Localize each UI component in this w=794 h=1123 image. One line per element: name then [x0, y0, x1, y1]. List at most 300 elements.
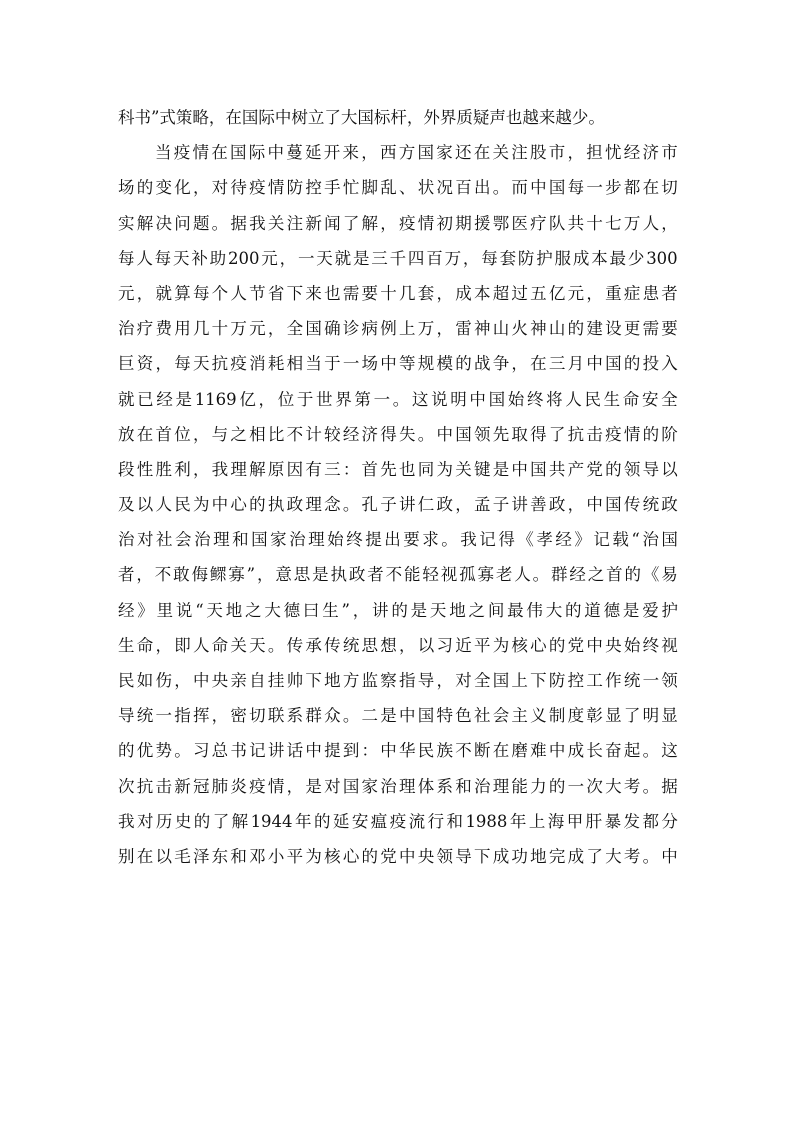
- text-line: [118, 663, 678, 698]
- text-line: [118, 100, 678, 135]
- glyph: 安: [351, 811, 369, 831]
- glyph: 是: [312, 565, 329, 585]
- glyph: 每: [481, 248, 498, 268]
- glyph: 党: [567, 635, 585, 655]
- text-line-content: [118, 557, 678, 592]
- glyph: 国: [605, 495, 622, 515]
- glyph: 孤: [459, 565, 476, 585]
- glyph: 一: [155, 706, 172, 726]
- glyph: 的: [118, 741, 135, 761]
- glyph: 治: [118, 530, 135, 550]
- glyph: 脚: [361, 178, 379, 198]
- glyph: 海: [547, 811, 565, 831]
- glyph: 键: [473, 459, 491, 479]
- glyph: 了: [212, 811, 230, 831]
- glyph: 市: [661, 143, 678, 163]
- glyph: 理: [492, 776, 510, 796]
- glyph: 地: [449, 600, 466, 620]
- glyph: 据: [661, 776, 678, 796]
- glyph: 手: [324, 178, 341, 198]
- glyph: 寡: [477, 565, 494, 585]
- glyph: 中: [192, 671, 210, 690]
- glyph: ，: [192, 178, 210, 198]
- glyph: 大: [605, 776, 622, 796]
- glyph: 者: [661, 283, 678, 303]
- glyph: 讲: [511, 495, 528, 515]
- text-line-content: [118, 382, 678, 417]
- glyph: 中: [211, 495, 229, 515]
- glyph: 的: [193, 811, 211, 831]
- glyph: 、: [399, 178, 416, 198]
- glyph: 控: [305, 178, 322, 198]
- glyph: 家: [436, 143, 453, 163]
- glyph: 经: [555, 530, 572, 550]
- glyph: 抗: [136, 776, 154, 796]
- glyph: 天: [249, 635, 266, 655]
- text-line-content: 科书”式策略，在国际中树立了大国标杆，外界质疑声也越来越少。: [118, 108, 605, 127]
- glyph: 成: [572, 248, 590, 268]
- glyph: 会: [492, 706, 510, 726]
- glyph: 相: [286, 354, 304, 374]
- glyph: 为: [192, 495, 210, 515]
- glyph: 亿: [548, 283, 566, 303]
- glyph: 对: [137, 530, 154, 550]
- glyph: 首: [155, 424, 172, 444]
- glyph: 和: [455, 776, 472, 796]
- glyph: 小: [267, 846, 285, 866]
- glyph: 入: [661, 354, 678, 374]
- glyph: 方: [398, 143, 416, 163]
- glyph: 1988: [465, 811, 508, 831]
- glyph: 队: [548, 213, 566, 233]
- glyph: 关: [267, 213, 285, 233]
- text-line-content: [118, 206, 678, 241]
- glyph: 。: [211, 213, 229, 233]
- glyph: 别: [118, 846, 135, 866]
- glyph: 彰: [586, 706, 603, 726]
- glyph: 实: [118, 213, 135, 233]
- glyph: 治: [289, 530, 306, 550]
- glyph: 化: [174, 178, 191, 198]
- glyph: 考: [623, 776, 641, 796]
- glyph: 度: [567, 706, 585, 726]
- glyph: 经: [118, 600, 135, 620]
- glyph: 心: [342, 846, 360, 866]
- glyph: 股: [530, 143, 547, 163]
- glyph: 开: [323, 143, 341, 163]
- glyph: 年: [295, 811, 312, 831]
- glyph: 的: [565, 600, 582, 620]
- text-line: [118, 804, 678, 839]
- glyph: 需: [342, 283, 360, 303]
- glyph: 新: [305, 213, 322, 233]
- glyph: 经: [156, 389, 173, 409]
- glyph: 也: [399, 459, 416, 479]
- glyph: 放: [118, 424, 135, 444]
- glyph: 领: [661, 671, 678, 690]
- glyph: 磨: [511, 741, 528, 761]
- glyph: 。: [532, 565, 550, 585]
- glyph: 于: [324, 354, 341, 374]
- glyph: 领: [473, 424, 491, 444]
- glyph: 得: [530, 424, 547, 444]
- glyph: 地: [225, 600, 243, 620]
- glyph: 七: [605, 213, 622, 233]
- glyph: 医: [511, 213, 528, 233]
- glyph: 是: [380, 706, 397, 726]
- glyph: 情: [192, 143, 209, 163]
- glyph: 护: [661, 600, 678, 620]
- glyph: 服: [554, 248, 572, 268]
- glyph: 每: [567, 178, 585, 198]
- glyph: 指: [399, 671, 416, 690]
- glyph: 下: [286, 283, 304, 303]
- glyph: 的: [136, 178, 154, 198]
- glyph: 况: [436, 178, 453, 198]
- glyph: ，: [155, 635, 172, 655]
- glyph: 说: [431, 389, 448, 409]
- text-line: [118, 417, 678, 452]
- glyph: 华: [399, 741, 416, 761]
- glyph: 新: [174, 776, 191, 796]
- glyph: 本: [473, 283, 491, 303]
- glyph: 先: [492, 424, 510, 444]
- glyph: 失: [399, 424, 416, 444]
- glyph: 色: [455, 706, 472, 726]
- glyph: 理: [308, 530, 325, 550]
- glyph: 行: [427, 811, 445, 831]
- glyph: 孔: [361, 495, 379, 515]
- glyph: 建: [586, 319, 603, 339]
- glyph: 社: [156, 530, 173, 550]
- glyph: 超: [492, 283, 510, 303]
- glyph: 疗: [136, 319, 154, 339]
- glyph: 一: [567, 776, 585, 796]
- glyph: 下: [473, 846, 491, 866]
- glyph: 资: [136, 354, 154, 374]
- glyph: ：: [342, 459, 360, 479]
- glyph: 算: [174, 283, 191, 303]
- glyph: 长: [586, 741, 603, 761]
- text-line: [118, 557, 678, 592]
- glyph: 来: [342, 143, 359, 163]
- glyph: 情: [267, 178, 285, 198]
- glyph: 情: [623, 424, 641, 444]
- glyph: 记: [249, 741, 266, 761]
- glyph: 工: [586, 671, 603, 690]
- glyph: 山: [548, 319, 566, 339]
- glyph: 导: [118, 706, 135, 726]
- glyph: 及: [118, 495, 135, 515]
- glyph: 战: [473, 354, 491, 374]
- glyph: 消: [249, 354, 266, 374]
- glyph: 需: [642, 319, 660, 339]
- glyph: 心: [530, 635, 547, 655]
- glyph: 天: [206, 600, 223, 620]
- text-line: [118, 487, 678, 522]
- text-line-content: [118, 276, 678, 311]
- glyph: 民: [118, 671, 135, 690]
- glyph: 共: [548, 459, 566, 479]
- glyph: 众: [324, 706, 341, 726]
- glyph: 得: [498, 530, 515, 550]
- glyph: 段: [118, 459, 135, 479]
- glyph: 月: [567, 354, 585, 374]
- glyph: 百: [455, 178, 472, 198]
- glyph: 最: [609, 248, 627, 268]
- glyph: 甲: [566, 811, 584, 831]
- glyph: 不: [385, 565, 403, 585]
- glyph: 泽: [192, 846, 210, 866]
- glyph: 人: [155, 495, 172, 515]
- glyph: 元: [249, 319, 266, 339]
- glyph: 提: [324, 741, 341, 761]
- glyph: 比: [267, 424, 285, 444]
- glyph: 对: [211, 178, 229, 198]
- glyph: 模: [436, 354, 453, 374]
- glyph: ”: [341, 600, 350, 620]
- text-line-content: [118, 663, 678, 698]
- glyph: 导: [642, 459, 660, 479]
- glyph: 就: [118, 389, 135, 409]
- glyph: 来: [305, 283, 322, 303]
- glyph: 要: [403, 530, 420, 550]
- text-line-content: [118, 769, 678, 804]
- text-line: [118, 593, 678, 628]
- glyph: 导: [417, 671, 435, 690]
- glyph: 政: [548, 495, 566, 515]
- glyph: 不: [154, 565, 172, 585]
- glyph: 念: [324, 495, 341, 515]
- glyph: 延: [305, 143, 322, 163]
- glyph: 疫: [605, 424, 622, 444]
- glyph: 本: [591, 248, 608, 268]
- glyph: ：: [361, 741, 379, 761]
- glyph: 解: [249, 459, 266, 479]
- glyph: 国: [548, 178, 566, 198]
- text-line-content: [118, 452, 678, 487]
- glyph: 共: [567, 213, 585, 233]
- glyph: 已: [137, 389, 154, 409]
- glyph: 群: [550, 565, 568, 585]
- glyph: 之: [245, 600, 262, 620]
- glyph: 注: [511, 143, 528, 163]
- glyph: 防: [286, 178, 304, 198]
- glyph: 党: [380, 846, 397, 866]
- glyph: 发: [623, 811, 640, 831]
- glyph: 抗: [567, 424, 585, 444]
- glyph: 出: [384, 530, 401, 550]
- glyph: 几: [192, 319, 210, 339]
- glyph: 在: [473, 143, 491, 163]
- glyph: 理: [230, 459, 247, 479]
- glyph: 子: [380, 495, 397, 515]
- glyph: 疫: [249, 178, 266, 198]
- glyph: 援: [473, 213, 491, 233]
- glyph: 讲: [372, 600, 389, 620]
- glyph: 提: [365, 530, 382, 550]
- glyph: 我: [211, 459, 229, 479]
- glyph: 我: [249, 213, 266, 233]
- glyph: ，: [279, 248, 297, 268]
- text-line: [118, 769, 678, 804]
- text-line: [118, 170, 678, 205]
- glyph: 大: [264, 600, 281, 620]
- glyph: 导: [455, 846, 472, 866]
- glyph: 西: [380, 143, 397, 163]
- glyph: 主: [511, 706, 528, 726]
- glyph: 显: [661, 706, 678, 726]
- glyph: 经: [623, 143, 641, 163]
- glyph: 中: [586, 495, 603, 515]
- glyph: 《: [517, 530, 534, 550]
- glyph: 显: [605, 706, 622, 726]
- glyph: 上: [511, 671, 528, 690]
- glyph: 总: [211, 741, 229, 761]
- glyph: 明: [642, 706, 660, 726]
- glyph: 孟: [473, 495, 491, 515]
- glyph: 期: [455, 213, 472, 233]
- glyph: 侮: [191, 565, 208, 585]
- glyph: 中: [267, 143, 284, 163]
- glyph: ，: [155, 354, 172, 374]
- glyph: 雷: [455, 319, 472, 339]
- glyph: 习: [436, 635, 453, 655]
- glyph: 一: [342, 354, 360, 374]
- text-line: [118, 382, 678, 417]
- glyph: 相: [249, 424, 266, 444]
- glyph: 要: [361, 283, 379, 303]
- glyph: 家: [361, 776, 379, 796]
- glyph: 不: [286, 424, 304, 444]
- glyph: 。: [392, 389, 410, 409]
- glyph: 上: [399, 319, 416, 339]
- glyph: 就: [155, 283, 172, 303]
- glyph: 闻: [324, 213, 341, 233]
- glyph: 大: [545, 600, 563, 620]
- glyph: 耗: [267, 354, 285, 374]
- glyph: 位: [174, 424, 191, 444]
- glyph: 个: [211, 283, 229, 303]
- glyph: 经: [569, 565, 586, 585]
- glyph: 中: [436, 424, 453, 444]
- glyph: 伤: [155, 671, 172, 690]
- glyph: 易: [661, 565, 678, 585]
- glyph: 肺: [211, 776, 229, 796]
- glyph: 始: [507, 389, 525, 409]
- glyph: 首: [361, 459, 379, 479]
- glyph: 套: [499, 248, 517, 268]
- glyph: 病: [361, 319, 379, 339]
- text-line-content: [118, 487, 678, 522]
- glyph: 挂: [267, 671, 285, 690]
- glyph: 德: [283, 600, 301, 620]
- glyph: 功: [511, 846, 528, 866]
- glyph: 是: [352, 248, 370, 268]
- glyph: 问: [174, 213, 191, 233]
- glyph: 状: [417, 178, 435, 198]
- glyph: 子: [492, 495, 510, 515]
- text-line-content: [118, 417, 678, 452]
- glyph: 生: [118, 635, 135, 655]
- glyph: 统: [136, 706, 154, 726]
- glyph: 国: [342, 776, 360, 796]
- glyph: 了: [548, 424, 566, 444]
- glyph: 万: [417, 319, 435, 339]
- glyph: ，: [462, 248, 480, 268]
- glyph: 能: [403, 565, 421, 585]
- glyph: 势: [155, 741, 172, 761]
- glyph: 元: [118, 283, 135, 303]
- glyph: ，: [192, 424, 210, 444]
- glyph: 讲: [267, 741, 285, 761]
- glyph: 首: [606, 565, 623, 585]
- glyph: 之: [230, 424, 247, 444]
- glyph: 这: [411, 389, 429, 409]
- glyph: 阶: [661, 424, 678, 444]
- glyph: 联: [267, 706, 285, 726]
- glyph: ，: [361, 143, 378, 163]
- glyph: 。: [342, 706, 360, 726]
- glyph: ”: [246, 565, 256, 585]
- glyph: 全: [473, 671, 491, 690]
- glyph: 政: [661, 495, 678, 515]
- glyph: 年: [509, 811, 527, 831]
- glyph: ，: [455, 495, 472, 515]
- glyph: ，: [352, 600, 370, 620]
- glyph: 胜: [155, 459, 172, 479]
- glyph: 人: [230, 283, 247, 303]
- glyph: 国: [492, 671, 510, 690]
- glyph: 人: [565, 389, 582, 409]
- glyph: 的: [548, 635, 566, 655]
- glyph: 成: [567, 741, 585, 761]
- glyph: 记: [593, 530, 610, 550]
- glyph: ，: [286, 776, 304, 796]
- glyph: ，: [567, 495, 585, 515]
- glyph: 天: [429, 600, 447, 620]
- glyph: 终: [642, 635, 660, 655]
- glyph: 为: [305, 846, 322, 866]
- glyph: 济: [642, 143, 659, 163]
- glyph: 天: [192, 354, 210, 374]
- glyph: ，: [174, 671, 191, 690]
- glyph: 将: [546, 389, 563, 409]
- glyph: 巨: [118, 354, 135, 374]
- glyph: 百: [426, 248, 443, 268]
- glyph: 的: [567, 319, 585, 339]
- glyph: 。: [174, 741, 191, 761]
- glyph: 也: [324, 283, 341, 303]
- text-line-content: [118, 698, 678, 733]
- glyph: 最: [507, 600, 524, 620]
- glyph: 据: [230, 213, 247, 233]
- glyph: 切: [661, 178, 678, 198]
- glyph: 每: [174, 354, 191, 374]
- glyph: 全: [286, 319, 304, 339]
- glyph: 传: [324, 635, 341, 655]
- glyph: 视: [661, 635, 678, 655]
- glyph: 次: [586, 776, 603, 796]
- glyph: 投: [642, 354, 660, 374]
- glyph: 都: [642, 811, 659, 831]
- glyph: 1944: [250, 811, 293, 831]
- glyph: 一: [373, 389, 391, 409]
- glyph: 想: [380, 635, 397, 655]
- glyph: 的: [361, 846, 379, 866]
- glyph: 心: [230, 495, 247, 515]
- glyph: 决: [155, 213, 172, 233]
